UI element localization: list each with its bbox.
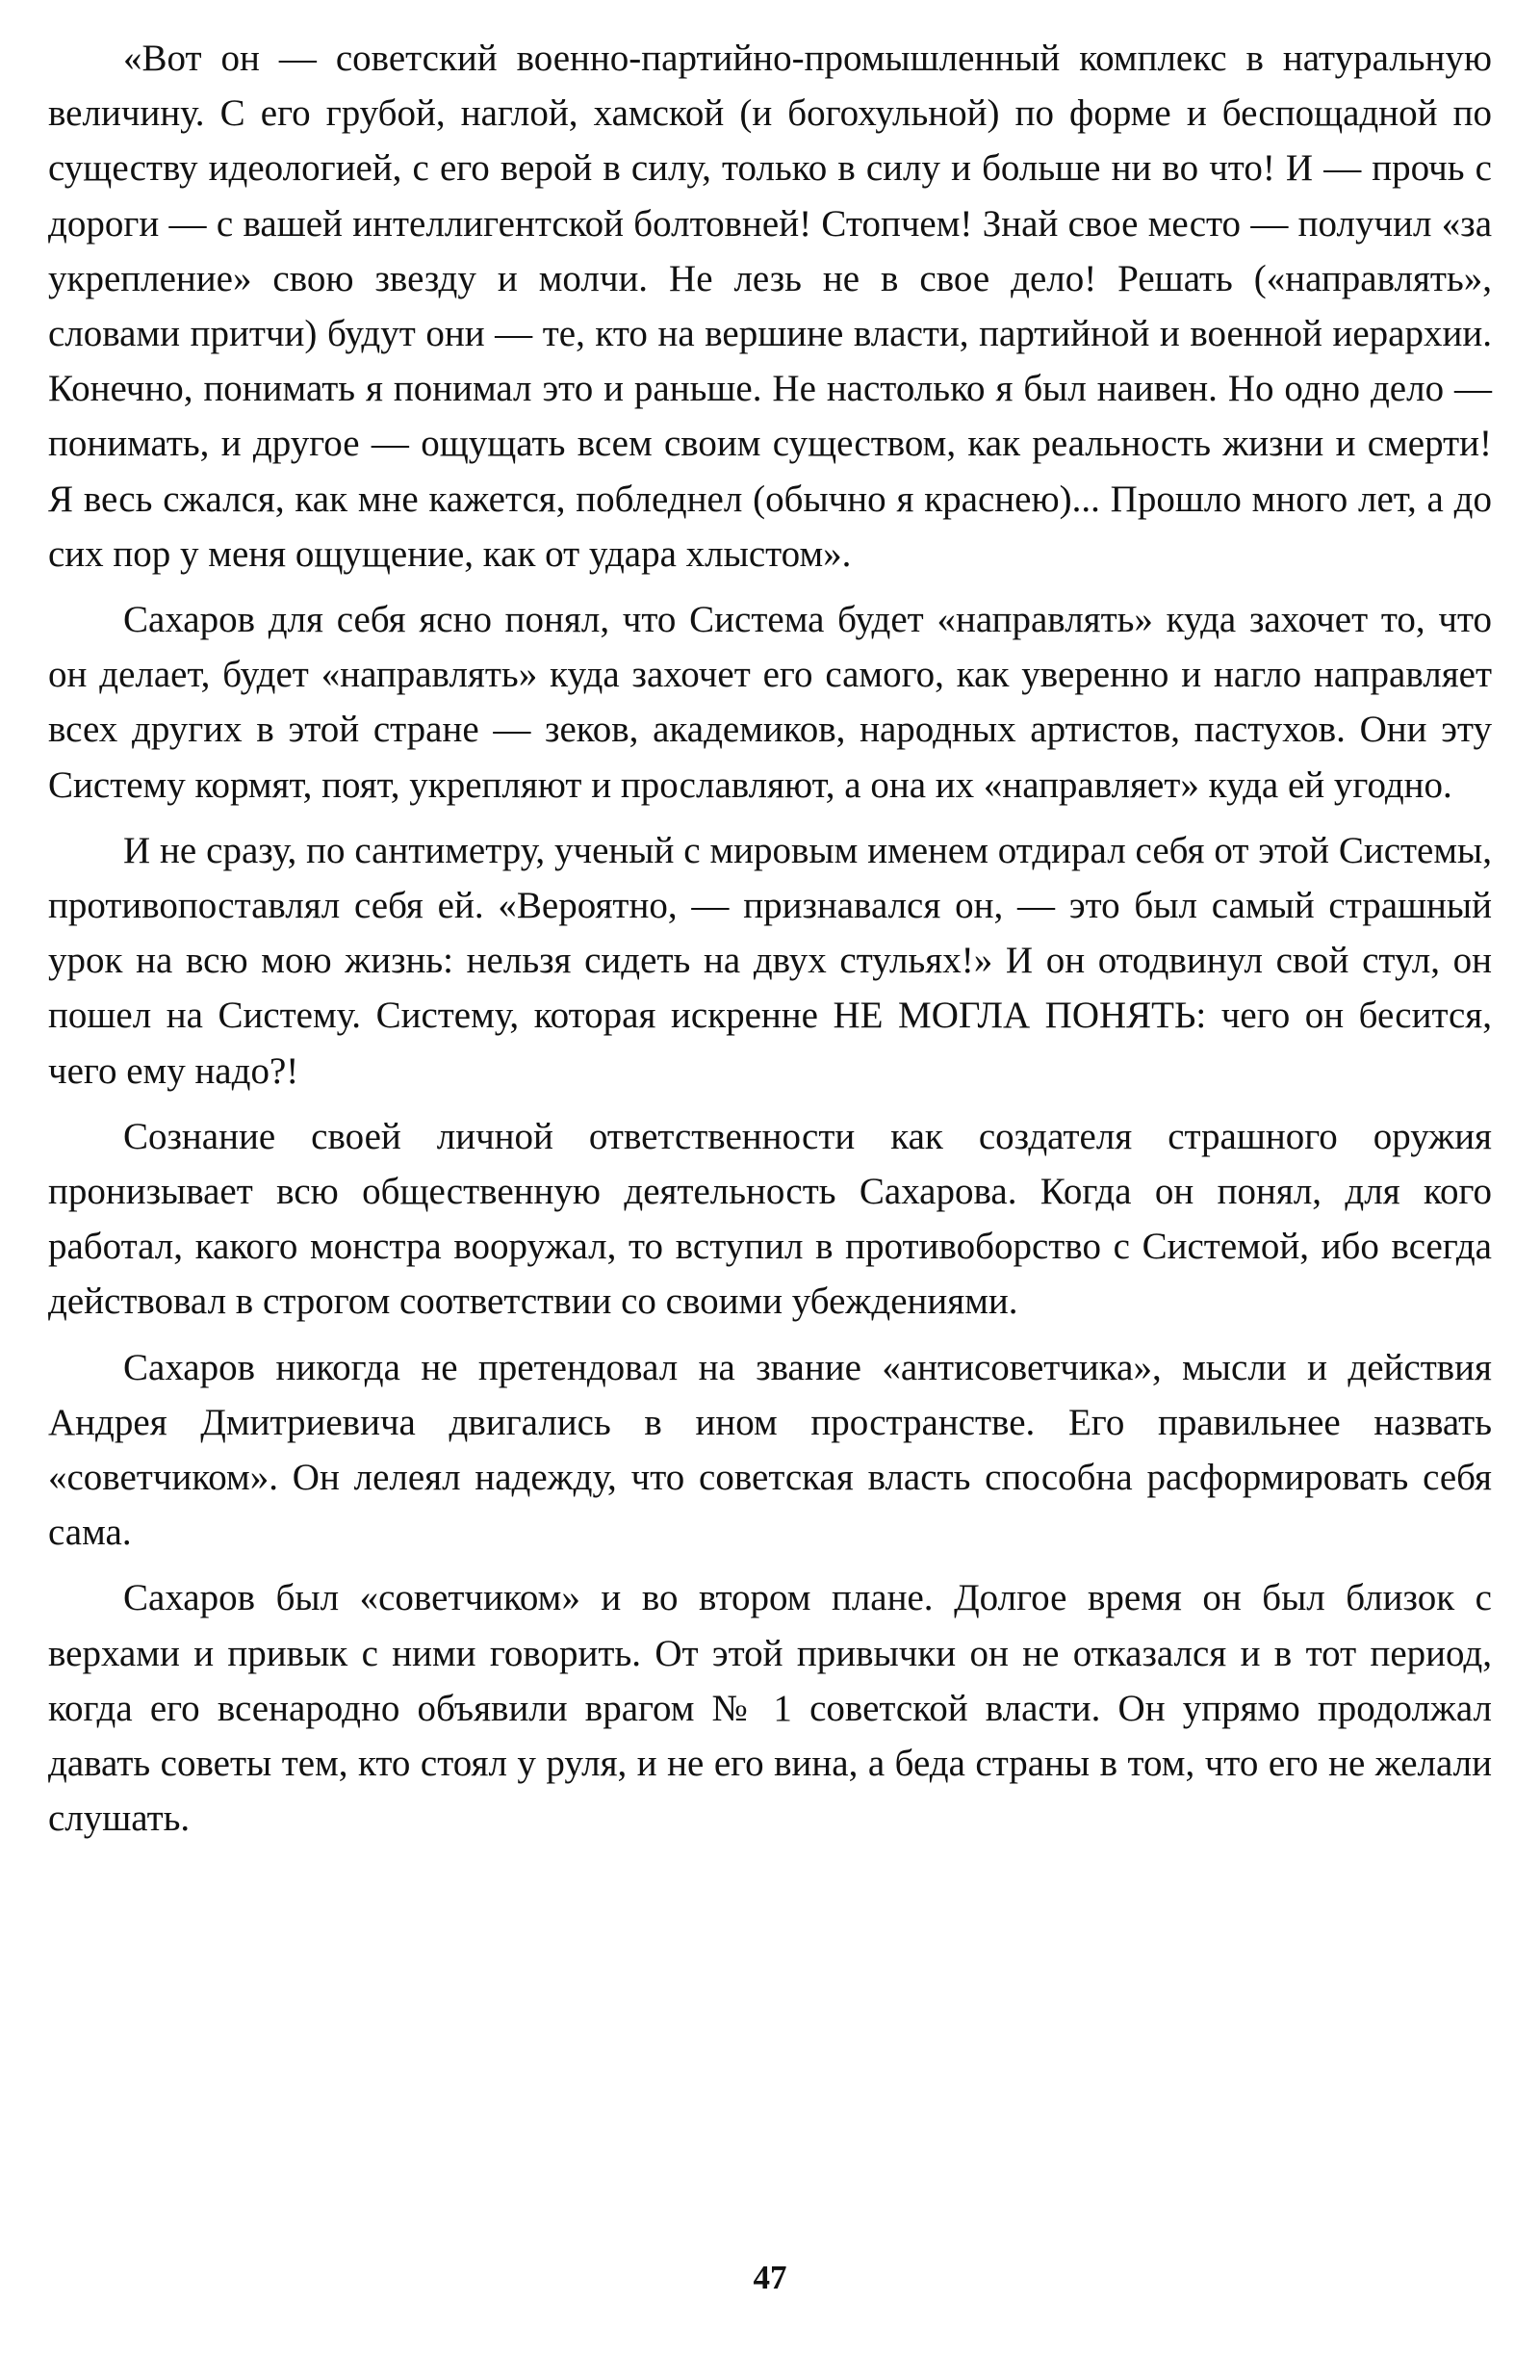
paragraph: Сахаров для себя ясно понял, что Система будет «направлять» куда захочет то, что он делает, будет «направлять» куда захочет его самого, как уверенно и нагло направляет всех других в этой стране — зеков, академиков, народных артистов, пастухов. Они эту Систему кормят, поят, укрепляют и прославляют, а она их «направляет» куда ей угодно. xyxy=(48,599,1492,806)
paragraph: Сахаров был «советчиком» и во втором плане. Долгое время он был близок с верхами и привык с ними говорить. От этой привычки он не отказался и в тот период, когда его всенародно объявили врагом № 1 советской власти. Он упрямо продолжал давать советы тем, кто стоял у руля, и не его вина, а беда страны в том, что его не желали слушать. xyxy=(48,1577,1492,1840)
paragraph: «Вот он — советский военно-партийно-промышленный комплекс в натуральную величину. С его грубой, наглой, хамской (и богохульной) по форме и беспощадной по существу идеологией, с его верой в силу, только в силу и больше ни во что! И — прочь с дороги — с вашей интеллигентской болтовней! Стопчем! Знай свое место — получил «за укрепление» свою звезду и молчи. Не лезь не в свое дело! Решать («направлять», словами притчи) будут они — те, кто на вершине власти, партийной и военной иерархии. Конечно, понимать я понимал это и раньше. Не настолько я был наивен. Но одно дело — понимать, и другое — ощущать всем своим существом, как реальность жизни и смерти! Я весь сжался, как мне кажется, побледнел (обычно я краснею)... Прошло много лет, а до сих пор у меня ощущение, как от удара хлыстом». xyxy=(48,38,1492,575)
book-page xyxy=(48,31,1492,2361)
paragraph: И не сразу, по сантиметру, ученый с мировым именем отдирал себя от этой Системы, противопоставлял себя ей. «Вероятно, — признавался он, — это был самый страшный урок на всю мою жизнь: нельзя сидеть на двух стульях!» И он отодвинул свой стул, он пошел на Систему. Систему, которая искренне НЕ МОГЛА ПОНЯТЬ: чего он бесится, чего ему надо?! xyxy=(48,829,1492,1092)
paragraph: Сахаров никогда не претендовал на звание «антисоветчика», мысли и действия Андрея Дмитриевича двигались в ином пространстве. Его правильнее назвать «советчиком». Он лелеял надежду, что советская власть способна расформировать себя сама. xyxy=(48,1346,1492,1554)
paragraph: Сознание своей личной ответственности как создателя страшного оружия пронизывает всю общественную деятельность Сахарова. Когда он понял, для кого работал, какого монстра вооружал, то вступил в противоборство с Системой, ибо всегда действовал в строгом соответствии со своими убеждениями. xyxy=(48,1115,1492,1323)
page-number: 47 xyxy=(753,2259,787,2296)
